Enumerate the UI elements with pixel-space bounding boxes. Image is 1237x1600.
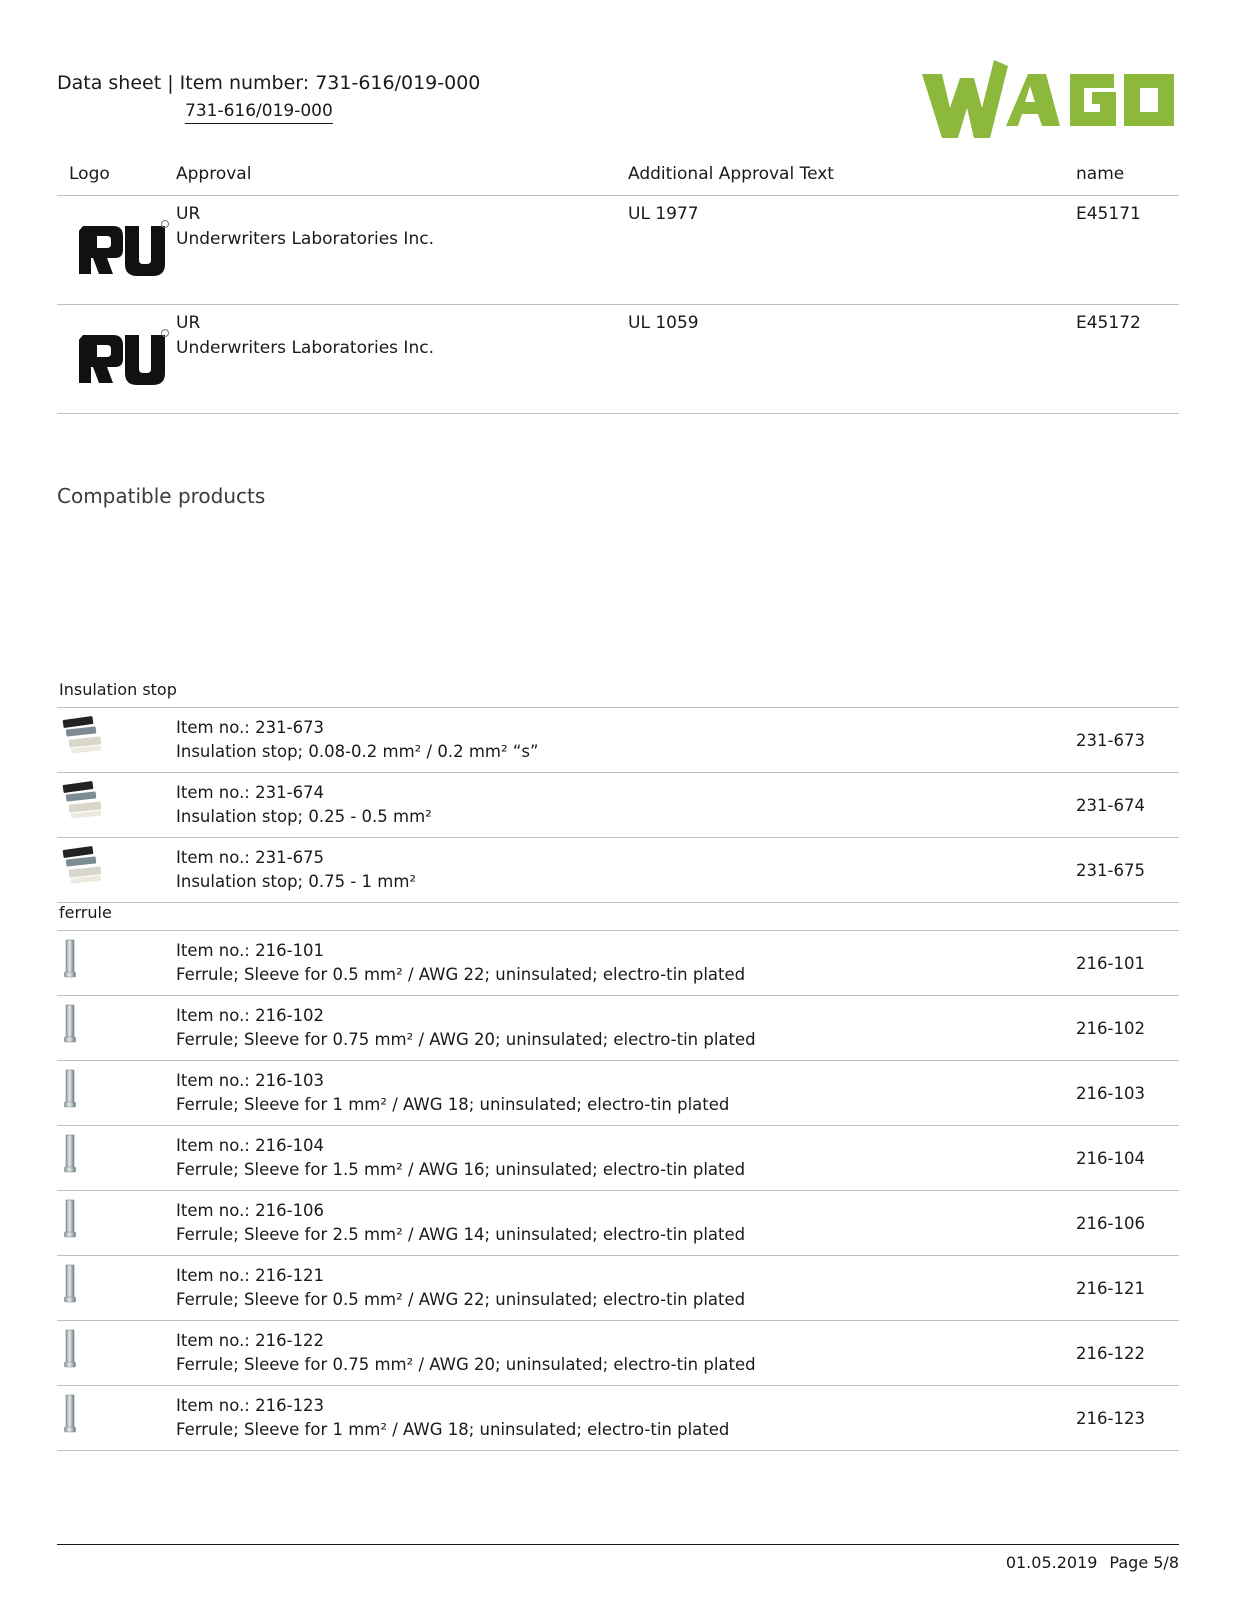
product-code: 216-101 xyxy=(1076,953,1145,973)
product-text xyxy=(176,996,1076,1060)
product-row xyxy=(57,1386,1179,1451)
product-row xyxy=(57,773,1179,838)
logo-cell xyxy=(57,196,176,304)
product-item-number: Item no.: 231-675 xyxy=(176,848,325,867)
product-description: Ferrule; Sleeve for 1.5 mm² / AWG 16; uninsulated; electro-tin plated xyxy=(176,1160,746,1179)
product-code: 216-103 xyxy=(1076,1083,1145,1103)
ferrule-icon xyxy=(63,1199,77,1239)
approval-cell xyxy=(176,196,628,304)
col-header-logo: Logo xyxy=(69,164,110,184)
footer xyxy=(994,1553,1179,1572)
footer-date: 01.05.2019 xyxy=(1005,1553,1098,1572)
product-description: Ferrule; Sleeve for 0.5 mm² / AWG 22; uninsulated; electro-tin plated xyxy=(176,1290,746,1309)
product-text xyxy=(176,1321,1076,1385)
product-item-number: Item no.: 216-101 xyxy=(176,941,325,960)
product-description: Ferrule; Sleeve for 0.75 mm² / AWG 20; uninsulated; electro-tin plated xyxy=(176,1355,756,1374)
additional-approval-text: UL 1059 xyxy=(628,313,699,333)
product-code: 216-123 xyxy=(1076,1408,1145,1428)
approval-name: E45172 xyxy=(1076,313,1141,333)
product-row xyxy=(57,931,1179,996)
product-row xyxy=(57,1126,1179,1191)
product-description: Insulation stop; 0.08-0.2 mm² / 0.2 mm² “s” xyxy=(176,742,539,761)
product-text xyxy=(176,1061,1076,1125)
ul-recognized-icon xyxy=(79,327,171,387)
col-header-additional: Additional Approval Text xyxy=(628,164,834,184)
compatible-products-title: Compatible products xyxy=(57,484,266,508)
ferrule-icon xyxy=(63,1329,77,1369)
product-image xyxy=(57,996,176,1060)
page-title: Data sheet | Item number: 731-616/019-000 xyxy=(57,72,481,94)
product-image xyxy=(57,1061,176,1125)
approvals-table xyxy=(57,164,1179,414)
product-image xyxy=(57,708,176,772)
col-header-approval: Approval xyxy=(176,164,252,184)
product-item-number: Item no.: 216-123 xyxy=(176,1396,325,1415)
product-text xyxy=(176,1386,1076,1450)
approval-cell xyxy=(176,305,628,413)
product-code: 216-104 xyxy=(1076,1148,1145,1168)
approval-org: Underwriters Laboratories Inc. xyxy=(176,338,434,358)
product-image xyxy=(57,1321,176,1385)
product-row xyxy=(57,996,1179,1061)
wago-logo xyxy=(920,56,1176,146)
insulation-stop-icon xyxy=(61,714,107,756)
product-code: 216-102 xyxy=(1076,1018,1145,1038)
ul-recognized-icon xyxy=(79,218,171,278)
product-text xyxy=(176,838,1076,902)
ferrule-icon xyxy=(63,1394,77,1434)
product-item-number: Item no.: 216-103 xyxy=(176,1071,325,1090)
product-item-number: Item no.: 216-102 xyxy=(176,1006,325,1025)
product-code: 231-675 xyxy=(1076,860,1145,880)
product-row xyxy=(57,708,1179,773)
col-header-name: name xyxy=(1076,164,1125,184)
product-item-number: Item no.: 231-674 xyxy=(176,783,325,802)
product-text xyxy=(176,1256,1076,1320)
product-description: Ferrule; Sleeve for 1 mm² / AWG 18; uninsulated; electro-tin plated xyxy=(176,1095,730,1114)
group-label-ferrule: ferrule xyxy=(57,903,1179,931)
product-row xyxy=(57,1321,1179,1386)
product-description: Insulation stop; 0.75 - 1 mm² xyxy=(176,872,417,891)
product-code: 231-673 xyxy=(1076,730,1145,750)
product-text xyxy=(176,1126,1076,1190)
product-item-number: Item no.: 231-673 xyxy=(176,718,325,737)
footer-divider xyxy=(57,1544,1179,1545)
approval-code: UR xyxy=(176,313,201,333)
item-number-link[interactable]: 731-616/019-000 xyxy=(185,101,333,124)
product-text xyxy=(176,931,1076,995)
product-code: 231-674 xyxy=(1076,795,1145,815)
product-row xyxy=(57,1061,1179,1126)
product-image xyxy=(57,1386,176,1450)
product-description: Ferrule; Sleeve for 0.5 mm² / AWG 22; uninsulated; electro-tin plated xyxy=(176,965,746,984)
product-image xyxy=(57,1126,176,1190)
product-row xyxy=(57,1256,1179,1321)
product-item-number: Item no.: 216-121 xyxy=(176,1266,325,1285)
group-label-insulation-stop: Insulation stop xyxy=(57,680,1179,708)
product-image xyxy=(57,931,176,995)
product-code: 216-106 xyxy=(1076,1213,1145,1233)
approval-code: UR xyxy=(176,204,201,224)
product-description: Ferrule; Sleeve for 0.75 mm² / AWG 20; uninsulated; electro-tin plated xyxy=(176,1030,756,1049)
ferrule-icon xyxy=(63,1134,77,1174)
approval-name: E45171 xyxy=(1076,204,1141,224)
product-item-number: Item no.: 216-122 xyxy=(176,1331,325,1350)
ferrule-icon xyxy=(63,1069,77,1109)
product-item-number: Item no.: 216-104 xyxy=(176,1136,325,1155)
table-row xyxy=(57,196,1179,305)
product-code: 216-122 xyxy=(1076,1343,1145,1363)
product-text xyxy=(176,1191,1076,1255)
approvals-header-row xyxy=(57,164,1179,196)
product-code: 216-121 xyxy=(1076,1278,1145,1298)
product-text xyxy=(176,773,1076,837)
product-image xyxy=(57,838,176,902)
additional-approval-text: UL 1977 xyxy=(628,204,699,224)
logo-cell xyxy=(57,305,176,413)
product-row xyxy=(57,1191,1179,1256)
table-row xyxy=(57,305,1179,414)
product-description: Ferrule; Sleeve for 2.5 mm² / AWG 14; uninsulated; electro-tin plated xyxy=(176,1225,746,1244)
product-image xyxy=(57,1191,176,1255)
product-image xyxy=(57,773,176,837)
insulation-stop-icon xyxy=(61,779,107,821)
ferrule-icon xyxy=(63,1004,77,1044)
product-description: Ferrule; Sleeve for 1 mm² / AWG 18; uninsulated; electro-tin plated xyxy=(176,1420,730,1439)
product-row xyxy=(57,838,1179,903)
ferrule-icon xyxy=(63,939,77,979)
product-image xyxy=(57,1256,176,1320)
footer-page-number: Page 5/8 xyxy=(1109,1553,1179,1572)
insulation-stop-icon xyxy=(61,844,107,886)
product-description: Insulation stop; 0.25 - 0.5 mm² xyxy=(176,807,432,826)
compatible-products-list xyxy=(57,680,1179,1451)
product-item-number: Item no.: 216-106 xyxy=(176,1201,325,1220)
approval-org: Underwriters Laboratories Inc. xyxy=(176,229,434,249)
product-text xyxy=(176,708,1076,772)
ferrule-icon xyxy=(63,1264,77,1304)
